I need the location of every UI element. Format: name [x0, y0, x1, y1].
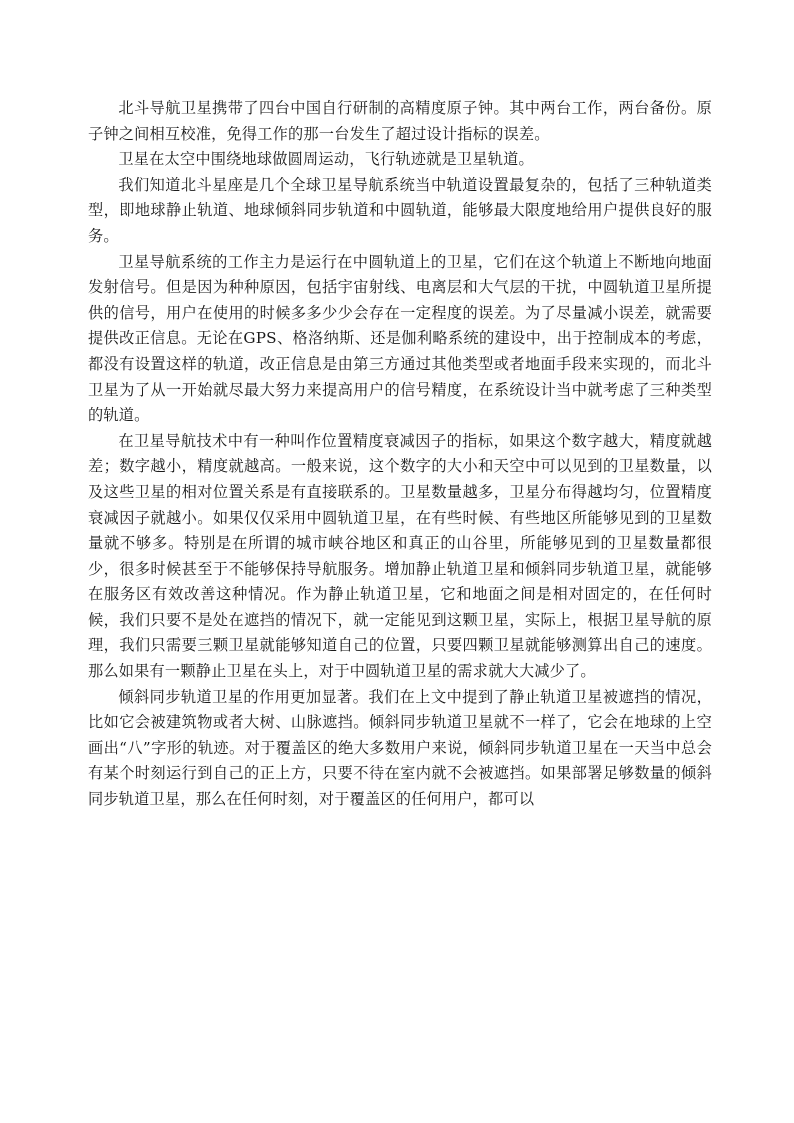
- paragraph-5: 在卫星导航技术中有一种叫作位置精度衰减因子的指标，如果这个数字越大，精度就越差；数字越小，精度就越高。一般来说，这个数字的大小和天空中可以见到的卫星数量，以及这些卫星的相对位置关系是有直接联系的。卫星数量越多，卫星分布得越均匀，位置精度衰减因子就越小。如果仅仅采用中圆轨道卫星，在有些时候、有些地区所能够见到的卫星数量就不够多。特别是在所谓的城市峡谷地区和真正的山谷里，所能够见到的卫星数量都很少，很多时候甚至于不能够保持导航服务。增加静止轨道卫星和倾斜同步轨道卫星，就能够在服务区有效改善这种情况。作为静止轨道卫星，它和地面之间是相对固定的，在任何时候，我们只要不是处在遮挡的情况下，就一定能见到这颗卫星，实际上，根据卫星导航的原理，我们只需要三颗卫星就能够知道自己的位置，只要四颗卫星就能够测算出自己的速度。那么如果有一颗静止卫星在头上，对于中圆轨道卫星的需求就大大减少了。: [88, 431, 712, 681]
- document-body: [88, 96, 712, 813]
- paragraph-4: 卫星导航系统的工作主力是运行在中圆轨道上的卫星，它们在这个轨道上不断地向地面发射信号。但是因为种种原因，包括宇宙射线、电离层和大气层的干扰，中圆轨道卫星所提供的信号，用户在使用的时候多多少少会存在一定程度的误差。为了尽量减小误差，就需要提供改正信息。无论在GPS、格洛纳斯、还是伽利略系统的建设中，出于控制成本的考虑，都没有设置这样的轨道，改正信息是由第三方通过其他类型或者地面手段来实现的，而北斗卫星为了从一开始就尽最大努力来提高用户的信号精度，在系统设计当中就考虑了三种类型的轨道。: [88, 252, 712, 425]
- paragraph-2: 卫星在太空中围绕地球做圆周运动，飞行轨迹就是卫星轨道。: [118, 150, 534, 169]
- paragraph-1: 北斗导航卫星携带了四台中国自行研制的高精度原子钟。其中两台工作，两台备份。原子钟之间相互校准，免得工作的那一台发生了超过设计指标的误差。: [88, 99, 712, 143]
- paragraph-3: 我们知道北斗星座是几个全球卫星导航系统当中轨道设置最复杂的，包括了三种轨道类型，即地球静止轨道、地球倾斜同步轨道和中圆轨道，能够最大限度地给用户提供良好的服务。: [88, 175, 712, 245]
- paragraph-6: 倾斜同步轨道卫星的作用更加显著。我们在上文中提到了静止轨道卫星被遮挡的情况，比如它会被建筑物或者大树、山脉遮挡。倾斜同步轨道卫星就不一样了，它会在地球的上空画出“八”字形的轨迹。对于覆盖区的绝大多数用户来说，倾斜同步轨道卫星在一天当中总会有某个时刻运行到自己的正上方，只要不待在室内就不会被遮挡。如果部署足够数量的倾斜同步轨道卫星，那么在任何时刻，对于覆盖区的任何用户，都可以: [88, 687, 712, 809]
